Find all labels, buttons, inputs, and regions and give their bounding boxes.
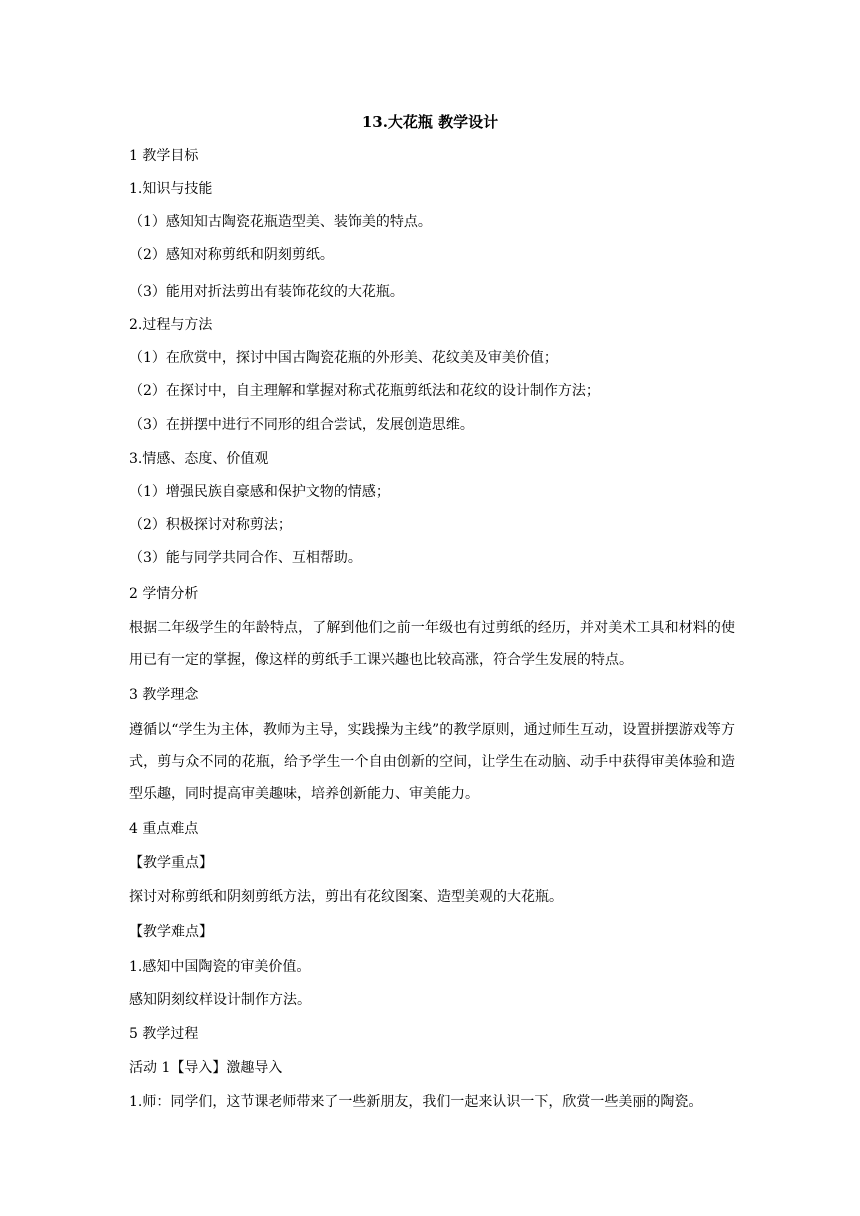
heading-teaching-concept: 3 教学理念 — [129, 687, 199, 703]
heading-teaching-process: 5 教学过程 — [129, 1026, 199, 1042]
list-item: （2）积极探讨对称剪法； — [129, 517, 292, 533]
list-item: （3）能用对折法剪出有装饰花纹的大花瓶。 — [129, 284, 404, 300]
list-item: （1）增强民族自豪感和保护文物的情感； — [129, 484, 390, 500]
list-item: （3）能与同学共同合作、互相帮助。 — [129, 550, 362, 566]
activity-heading: 活动 1【导入】激趣导入 — [129, 1060, 283, 1076]
key-point-text: 探讨对称剪纸和阴刻剪纸方法，剪出有花纹图案、造型美观的大花瓶。 — [129, 889, 563, 905]
activity-text: 1.师：同学们，这节课老师带来了一些新朋友，我们一起来认识一下，欣赏一些美丽的陶瓷。 — [129, 1094, 703, 1110]
list-item: （3）在拼摆中进行不同形的组合尝试，发展创造思维。 — [129, 417, 474, 433]
list-item: （2）感知对称剪纸和阴刻剪纸。 — [129, 247, 334, 263]
list-item: 感知阴刻纹样设计制作方法。 — [129, 992, 311, 1008]
heading-student-analysis: 2 学情分析 — [129, 586, 199, 602]
subheading-emotions-values: 3.情感、态度、价值观 — [129, 451, 269, 467]
heading-teaching-goals: 1 教学目标 — [129, 148, 199, 164]
subheading-knowledge-skills: 1.知识与技能 — [129, 181, 213, 197]
list-item: （1）在欣赏中，探讨中国古陶瓷花瓶的外形美、花纹美及审美价值； — [129, 350, 558, 366]
paragraph-student-analysis: 根据二年级学生的年龄特点，了解到他们之前一年级也有过剪纸的经历，并对美术工具和材料的使用已有一定的掌握，像这样的剪纸手工课兴趣也比较高涨，符合学生发展的特点。 — [129, 620, 735, 668]
paragraph-teaching-concept: 遵循以“学生为主体，教师为主导，实践操为主线”的教学原则，通过师生互动，设置拼摆游戏等方式，剪与众不同的花瓶，给予学生一个自由创新的空间，让学生在动脑、动手中获得审美体验和造型乐趣，同时提高审美趣味，培养创新能力、审美能力。 — [129, 722, 735, 802]
subheading-key-points: 【教学重点】 — [129, 855, 213, 871]
heading-key-difficulties: 4 重点难点 — [129, 821, 199, 837]
document-title: 13.大花瓶 教学设计 — [361, 113, 499, 131]
list-item: 1.感知中国陶瓷的审美价值。 — [129, 959, 311, 975]
list-item: （1）感知知古陶瓷花瓶造型美、装饰美的特点。 — [129, 214, 432, 230]
subheading-difficulties: 【教学难点】 — [129, 924, 213, 940]
subheading-process-methods: 2.过程与方法 — [129, 317, 213, 333]
list-item: （2）在探讨中，自主理解和掌握对称式花瓶剪纸法和花纹的设计制作方法； — [129, 383, 600, 399]
